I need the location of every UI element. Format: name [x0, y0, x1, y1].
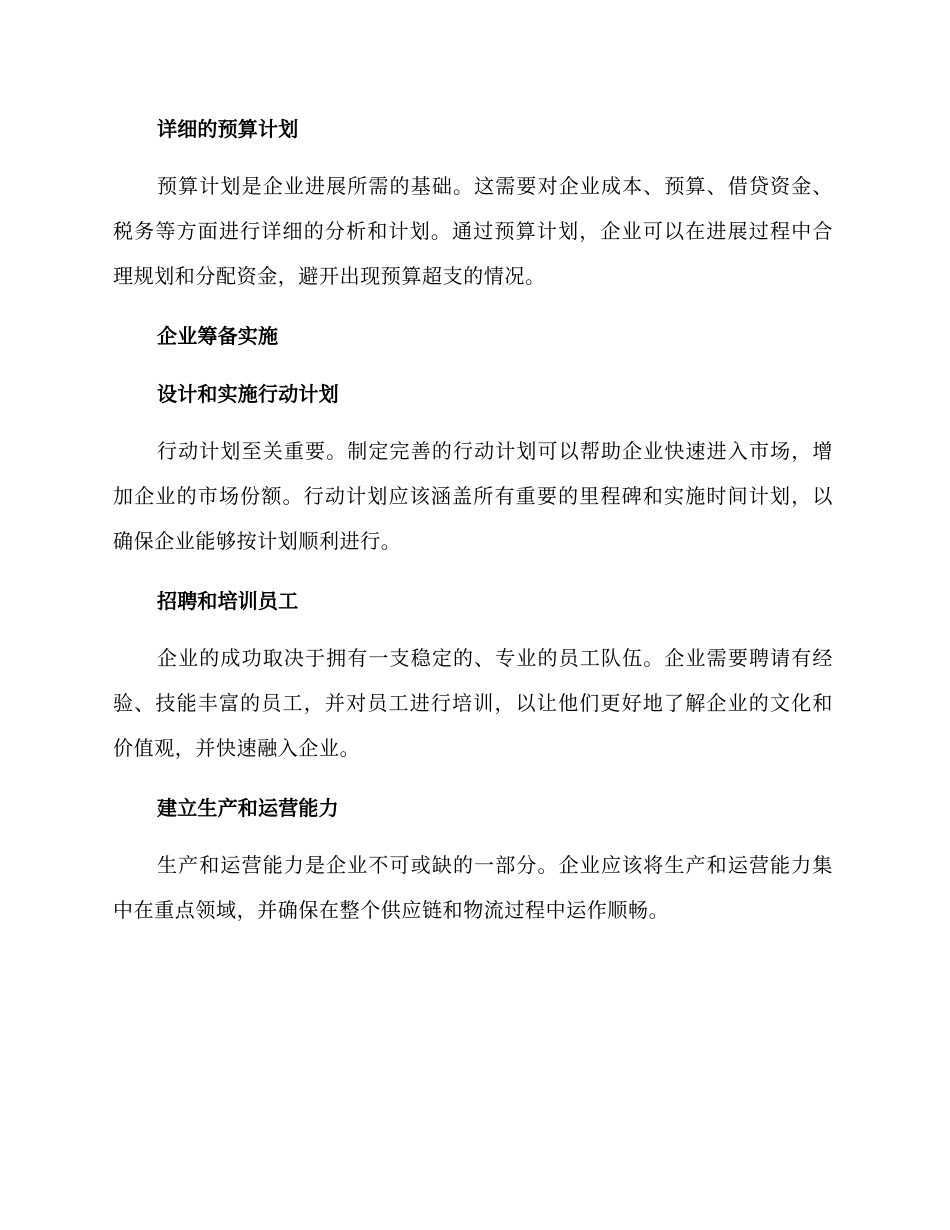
- section-body-recruit-train: 企业的成功取决于拥有一支稳定的、专业的员工队伍。企业需要聘请有经验、技能丰富的员工，并对员工进行培训，以让他们更好地了解企业的文化和价值观，并快速融入企业。: [113, 646, 833, 760]
- document-page: [113, 112, 833, 953]
- section-heading-budget-plan: 详细的预算计划: [157, 117, 299, 141]
- section-heading-production-operations: 建立生产和运营能力: [157, 796, 339, 820]
- section-body-production-operations: 生产和运营能力是企业不可或缺的一部分。企业应该将生产和运营能力集中在重点领域，并确保在整个供应链和物流过程中运作顺畅。: [113, 853, 833, 922]
- section-body-budget-plan: 预算计划是企业进展所需的基础。这需要对企业成本、预算、借贷资金、税务等方面进行详细的分析和计划。通过预算计划，企业可以在进展过程中合理规划和分配资金，避开出现预算超支的情况。: [113, 174, 833, 288]
- section-heading-action-plan: 设计和实施行动计划: [157, 382, 339, 406]
- section-heading-implementation: 企业筹备实施: [157, 324, 279, 348]
- section-body-action-plan: 行动计划至关重要。制定完善的行动计划可以帮助企业快速进入市场，增加企业的市场份额。行动计划应该涵盖所有重要的里程碑和实施时间计划，以确保企业能够按计划顺利进行。: [113, 439, 833, 553]
- section-heading-recruit-train: 招聘和培训员工: [157, 589, 299, 613]
